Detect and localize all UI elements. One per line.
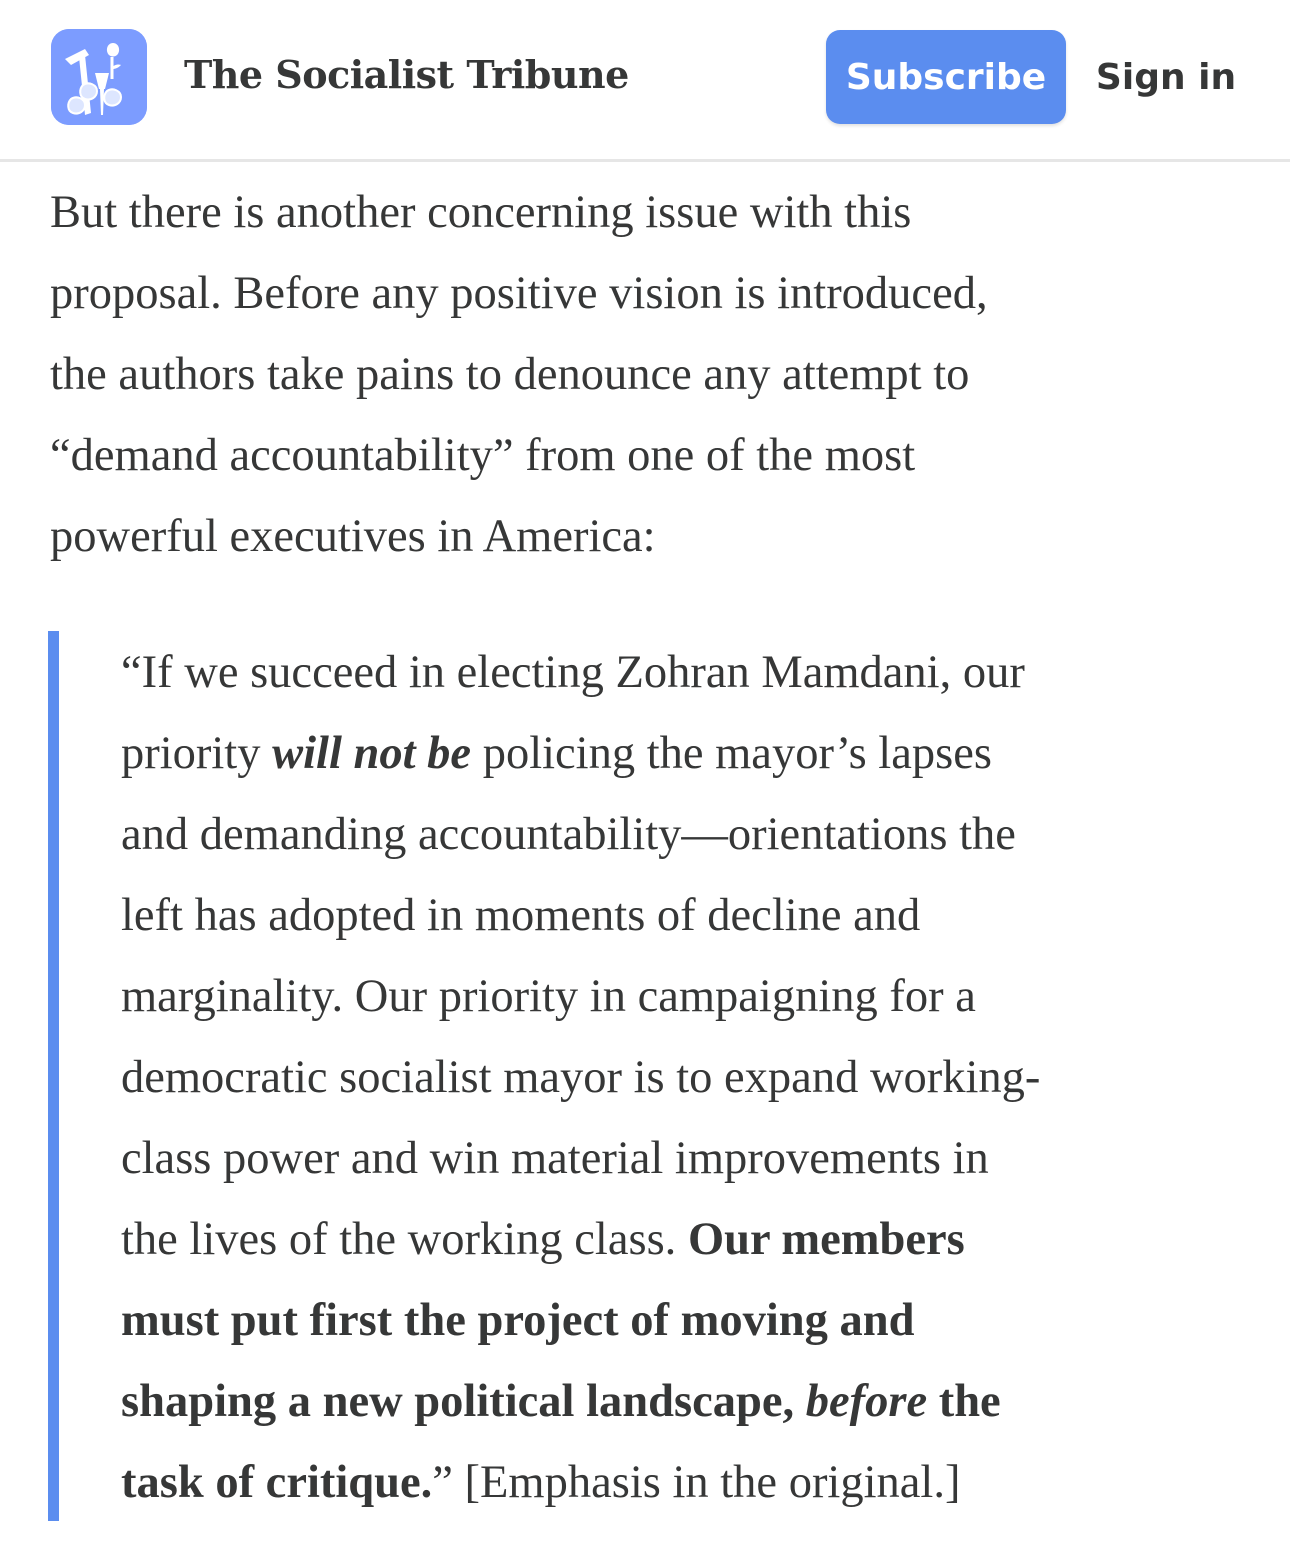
hammer-rose-torch-logo-icon (51, 29, 147, 125)
quote-line (121, 632, 1251, 713)
quote-text: marginality. Our priority in campaigning for a (121, 971, 976, 1022)
quote-text: policing the mayor’s lapses (471, 728, 992, 779)
quote-line (121, 1361, 1251, 1442)
quote-line (121, 1118, 1251, 1199)
publication-name[interactable]: The Socialist Tribune (184, 52, 629, 97)
quote-line (121, 1280, 1251, 1361)
quote-line (121, 794, 1251, 875)
paragraph-line: “demand accountability” from one of the most (50, 430, 916, 481)
quote-line (121, 1199, 1251, 1280)
blockquote (121, 632, 1251, 1523)
quote-line (121, 875, 1251, 956)
paragraph-line: But there is another concerning issue with this (50, 187, 912, 238)
quote-line (121, 956, 1251, 1037)
quote-text: “If we succeed in electing Zohran Mamdani, our (121, 647, 1025, 698)
subscribe-button[interactable]: Subscribe (826, 30, 1066, 124)
quote-text: and demanding accountability—orientations the (121, 809, 1016, 860)
quote-emphasis: before (805, 1376, 928, 1427)
quote-line (121, 1037, 1251, 1118)
quote-text: democratic socialist mayor is to expand working- (121, 1052, 1041, 1103)
publication-logo[interactable] (51, 29, 147, 125)
quote-bold: must put first the project of moving and (121, 1295, 915, 1346)
paragraph-line: proposal. Before any positive vision is introduced, (50, 268, 988, 319)
quote-text: class power and win material improvements in (121, 1133, 989, 1184)
blockquote-bar (48, 631, 59, 1521)
quote-bold: Our members (687, 1214, 965, 1265)
article-paragraph (50, 172, 1250, 577)
quote-text: ” [Emphasis in the original.] (432, 1457, 961, 1508)
site-header (0, 0, 1290, 162)
quote-text: left has adopted in moments of decline and (121, 890, 921, 941)
quote-emphasis: will not be (272, 728, 472, 779)
quote-bold: shaping a new political landscape, (121, 1376, 806, 1427)
sign-in-button[interactable]: Sign in (1096, 30, 1236, 124)
paragraph-line: powerful executives in America: (50, 511, 656, 562)
quote-line (121, 1442, 1251, 1523)
quote-text: priority (121, 728, 273, 779)
paragraph-line: the authors take pains to denounce any attempt to (50, 349, 970, 400)
quote-text: the lives of the working class. (121, 1214, 688, 1265)
quote-line (121, 713, 1251, 794)
quote-bold: the (927, 1376, 1001, 1427)
quote-bold: task of critique. (121, 1457, 433, 1508)
